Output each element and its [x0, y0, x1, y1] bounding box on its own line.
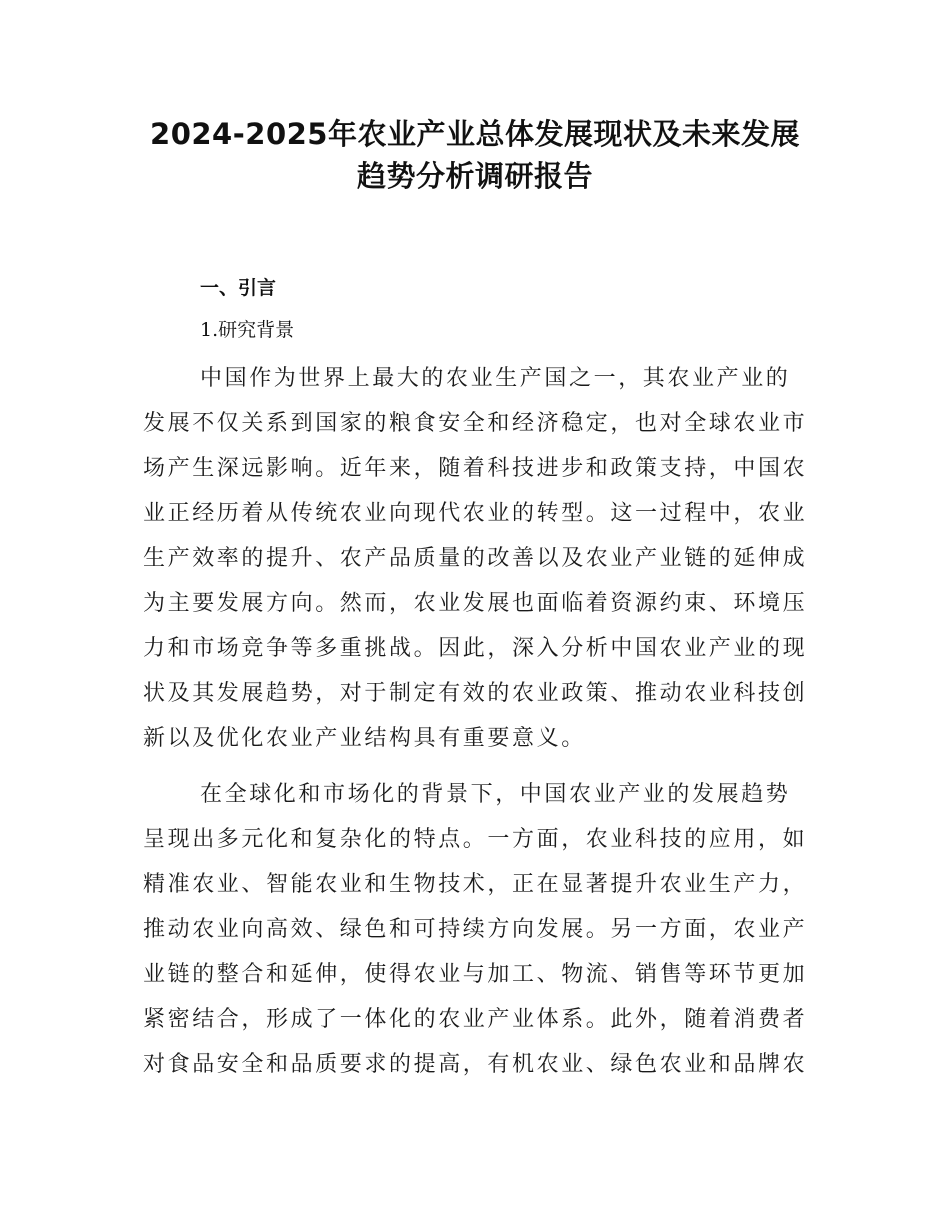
paragraph-1-line: 中国作为世界上最大的农业生产国之一，其农业产业的 — [200, 366, 791, 391]
subsection-heading: 1.研究背景 — [200, 319, 295, 341]
paragraph-2-line: 推动农业向高效、绿色和可持续方向发展。另一方面，农业产 — [143, 917, 808, 942]
paragraph-1-line: 生产效率的提升、农产品质量的改善以及农业产业链的延伸成 — [143, 546, 808, 571]
paragraph-2-line: 对食品安全和品质要求的提高，有机农业、绿色农业和品牌农 — [143, 1052, 808, 1077]
paragraph-2-line: 精准农业、智能农业和生物技术，正在显著提升农业生产力， — [143, 872, 808, 897]
paragraph-1-line: 场产生深远影响。近年来，随着科技进步和政策支持，中国农 — [143, 456, 808, 481]
paragraph-2 — [143, 772, 813, 1087]
paragraph-2-line: 业链的整合和延伸，使得农业与加工、物流、销售等环节更加 — [143, 962, 808, 987]
paragraph-1-line: 力和市场竞争等多重挑战。因此，深入分析中国农业产业的现 — [143, 636, 808, 661]
paragraph-1-line: 状及其发展趋势，对于制定有效的农业政策、推动农业科技创 — [143, 681, 808, 706]
paragraph-2-line: 在全球化和市场化的背景下，中国农业产业的发展趋势 — [200, 782, 791, 807]
paragraph-1-line: 为主要发展方向。然而，农业发展也面临着资源约束、环境压 — [143, 591, 808, 616]
paragraph-2-line: 呈现出多元化和复杂化的特点。一方面，农业科技的应用，如 — [143, 827, 808, 852]
section-heading: 一、引言 — [200, 277, 277, 299]
paragraph-1-line: 业正经历着从传统农业向现代农业的转型。这一过程中，农业 — [143, 501, 808, 526]
document-title-line-1: 2024-2025年农业产业总体发展现状及未来发展 — [150, 117, 800, 151]
paragraph-1-line: 新以及优化农业产业结构具有重要意义。 — [143, 726, 586, 751]
paragraph-1-line: 发展不仅关系到国家的粮食安全和经济稳定，也对全球农业市 — [143, 411, 808, 436]
document-title-line-2: 趋势分析调研报告 — [356, 159, 593, 193]
paragraph-1 — [143, 356, 813, 761]
paragraph-2-line: 紧密结合，形成了一体化的农业产业体系。此外，随着消费者 — [143, 1007, 808, 1032]
